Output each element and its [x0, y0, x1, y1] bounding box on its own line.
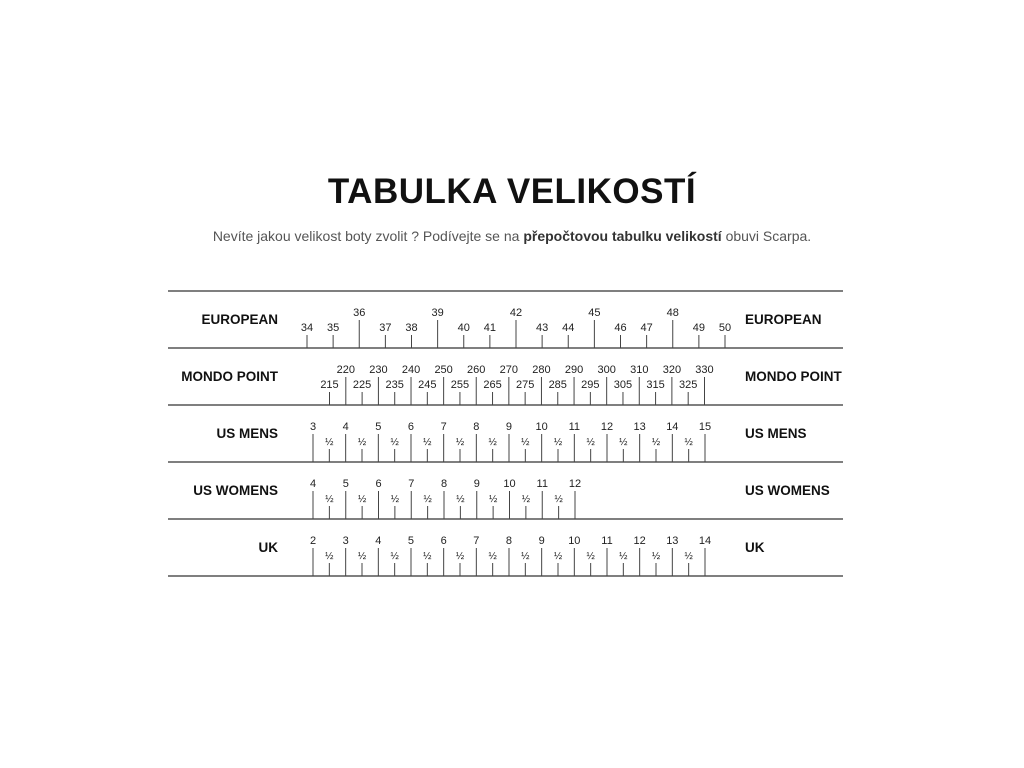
size-label: 34	[300, 322, 314, 334]
size-label: 260	[467, 364, 486, 376]
size-label: 35	[327, 322, 340, 334]
size-label: 7	[440, 421, 447, 433]
size-label: 225	[352, 379, 372, 391]
half-size-label: ½	[553, 437, 563, 448]
size-label: 14	[698, 535, 712, 547]
size-label: 9	[505, 421, 513, 433]
row-label-right-us-womens: US WOMENS	[745, 483, 830, 498]
row-label-left-european: EUROPEAN	[201, 312, 278, 327]
row-label-left-mondo-point: MONDO POINT	[181, 369, 278, 384]
size-label: 8	[473, 421, 480, 433]
size-label: 40	[457, 322, 470, 334]
size-label: 330	[695, 364, 714, 376]
row-label-right-us-mens: US MENS	[745, 426, 807, 441]
half-size-label: ½	[521, 437, 530, 448]
half-size-label: ½	[325, 494, 334, 505]
size-label: 50	[718, 322, 732, 334]
size-label: 7	[473, 535, 480, 547]
size-label: 280	[532, 364, 551, 376]
size-label: 12	[600, 421, 614, 433]
size-label: 7	[408, 478, 415, 490]
size-label: 8	[505, 535, 513, 547]
size-label: 3	[342, 535, 349, 547]
half-size-label: ½	[651, 551, 661, 562]
size-label: 325	[679, 379, 698, 391]
half-size-label: ½	[684, 551, 693, 562]
half-size-label: ½	[456, 494, 465, 505]
size-label: 5	[342, 478, 349, 490]
half-size-label: ½	[586, 437, 595, 448]
size-label: 39	[431, 307, 444, 319]
row-label-left-us-womens: US WOMENS	[193, 483, 278, 498]
size-label: 42	[509, 307, 523, 319]
half-size-label: ½	[521, 494, 531, 505]
half-size-label: ½	[390, 494, 400, 505]
size-label: 13	[633, 421, 646, 433]
half-size-label: ½	[325, 551, 334, 562]
size-label: 4	[342, 421, 349, 433]
size-label: 285	[548, 379, 567, 391]
size-label: 240	[401, 364, 421, 376]
row-label-right-european: EUROPEAN	[745, 312, 822, 327]
size-label: 245	[418, 379, 437, 391]
size-conversion-link[interactable]: přepočtovou tabulku velikostí	[523, 228, 722, 244]
half-size-label: ½	[390, 437, 399, 448]
size-label: 300	[597, 364, 616, 376]
size-label: 215	[320, 379, 339, 391]
half-size-label: ½	[488, 437, 497, 448]
page-title: TABULKA VELIKOSTÍ	[327, 172, 697, 211]
size-label: 295	[581, 379, 600, 391]
size-label: 235	[385, 379, 404, 391]
subtitle-text-before: Nevíte jakou velikost boty zvolit ? Podívejte se na	[212, 228, 524, 244]
half-size-label: ½	[651, 437, 661, 448]
row-label-right-uk: UK	[745, 540, 765, 555]
size-label: 44	[562, 322, 575, 334]
half-size-label: ½	[554, 494, 563, 505]
size-label: 290	[564, 364, 584, 376]
size-label: 49	[692, 322, 705, 334]
size-label: 14	[666, 421, 679, 433]
size-label: 43	[536, 322, 549, 334]
size-label: 230	[369, 364, 388, 376]
size-label: 12	[633, 535, 646, 547]
half-size-label: ½	[357, 437, 367, 448]
size-label: 270	[499, 364, 519, 376]
size-label: 310	[630, 364, 649, 376]
size-label: 250	[434, 364, 453, 376]
size-label: 2	[309, 535, 317, 547]
size-label: 45	[588, 307, 601, 319]
size-label: 4	[375, 535, 382, 547]
size-label: 11	[601, 535, 613, 547]
size-label: 13	[666, 535, 679, 547]
size-label: 48	[666, 307, 679, 319]
size-label: 38	[405, 322, 418, 334]
half-size-label: ½	[357, 551, 367, 562]
size-label: 12	[568, 478, 582, 490]
half-size-label: ½	[423, 494, 432, 505]
size-label: 4	[309, 478, 317, 490]
size-label: 3	[309, 421, 317, 433]
subtitle-text-after: obuvi Scarpa.	[721, 228, 812, 244]
half-size-label: ½	[553, 551, 563, 562]
size-label: 47	[640, 322, 653, 334]
half-size-label: ½	[455, 551, 465, 562]
size-label: 5	[407, 535, 415, 547]
size-label: 11	[536, 478, 548, 490]
size-label: 37	[379, 322, 392, 334]
size-label: 9	[473, 478, 480, 490]
size-label: 11	[568, 421, 581, 433]
half-size-label: ½	[684, 437, 693, 448]
half-size-label: ½	[586, 551, 595, 562]
size-label: 10	[535, 421, 548, 433]
half-size-label: ½	[325, 437, 334, 448]
row-label-left-uk: UK	[258, 540, 278, 555]
half-size-label: ½	[455, 437, 465, 448]
half-size-label: ½	[619, 437, 628, 448]
half-size-label: ½	[619, 551, 628, 562]
size-label: 275	[515, 379, 535, 391]
size-label: 6	[407, 421, 415, 433]
size-label: 15	[698, 421, 712, 433]
size-label: 10	[568, 535, 581, 547]
size-label: 8	[440, 478, 448, 490]
size-label: 255	[450, 379, 470, 391]
size-label: 10	[503, 478, 516, 490]
size-label: 41	[483, 322, 496, 334]
half-size-label: ½	[521, 551, 530, 562]
size-label: 46	[614, 322, 627, 334]
size-label: 320	[662, 364, 682, 376]
size-label: 220	[336, 364, 355, 376]
half-size-label: ½	[423, 551, 432, 562]
size-label: 5	[375, 421, 382, 433]
size-label: 9	[538, 535, 545, 547]
half-size-label: ½	[357, 494, 367, 505]
half-size-label: ½	[423, 437, 432, 448]
size-label: 265	[483, 379, 502, 391]
row-label-left-us-mens: US MENS	[216, 426, 278, 441]
size-label: 6	[440, 535, 447, 547]
size-label: 315	[646, 379, 665, 391]
half-size-label: ½	[488, 494, 498, 505]
half-size-label: ½	[488, 551, 497, 562]
size-label: 6	[375, 478, 382, 490]
row-label-right-mondo-point: MONDO POINT	[745, 369, 842, 384]
size-label: 305	[613, 379, 633, 391]
size-label: 36	[353, 307, 366, 319]
half-size-label: ½	[390, 551, 399, 562]
